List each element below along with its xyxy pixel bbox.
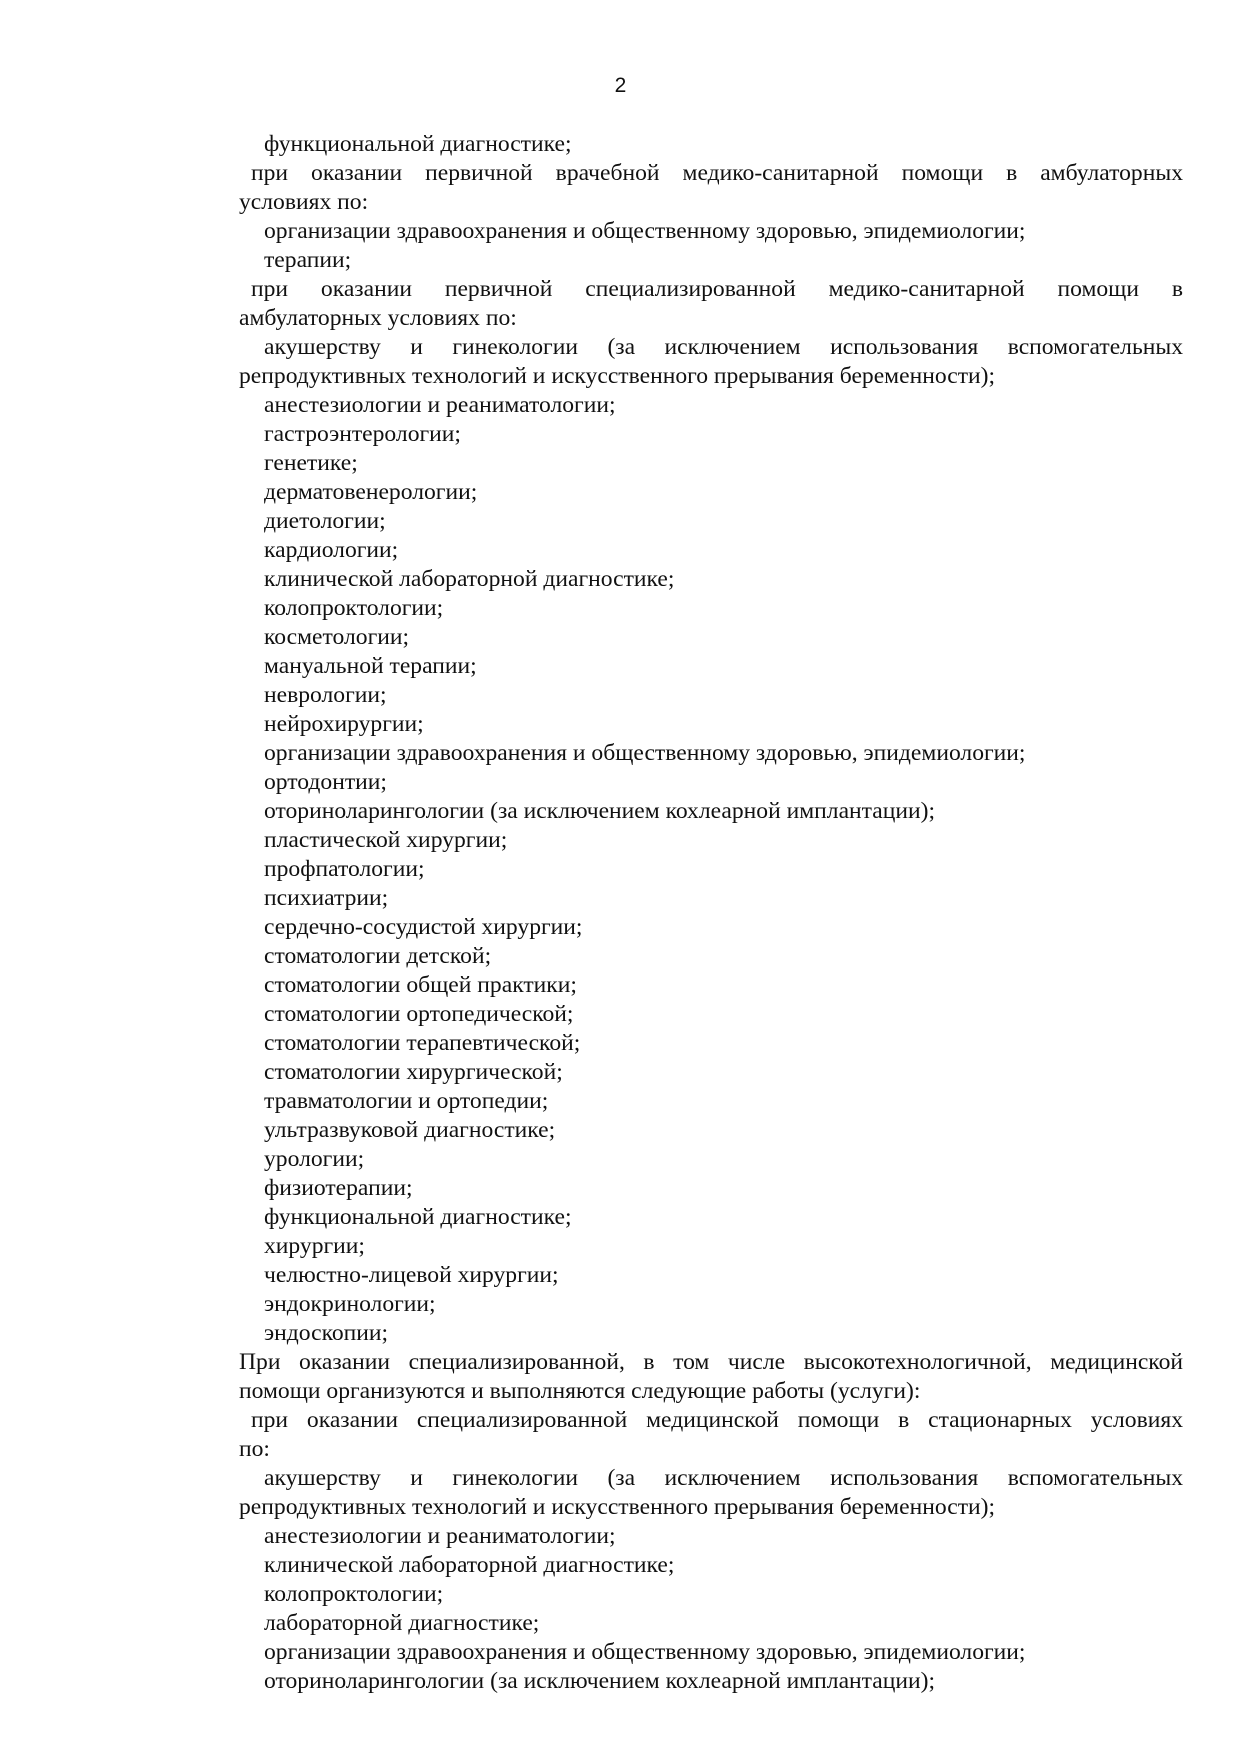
text-line: анестезиологии и реаниматологии; [264,1523,616,1549]
text-line: анестезиологии и реаниматологии; [264,392,616,418]
text-line: акушерству и гинекологии (за исключением использования вспомогательных [264,1465,1183,1491]
text-line: профпатологии; [264,856,425,882]
text-line: клинической лабораторной диагностике; [264,1552,675,1578]
text-line: репродуктивных технологий и искусственного прерывания беременности); [239,363,996,389]
text-line: колопроктологии; [264,595,444,621]
text-line: оториноларингологии (за исключением кохлеарной имплантации); [264,1668,936,1694]
text-line: неврологии; [264,682,387,708]
text-line: стоматологии ортопедической; [264,1001,574,1027]
text-line: стоматологии терапевтической; [264,1030,581,1056]
text-line: оториноларингологии (за исключением кохлеарной имплантации); [264,798,936,824]
text-line: эндоскопии; [264,1320,389,1346]
text-line: психиатрии; [264,885,389,911]
text-line: функциональной диагностике; [264,131,572,157]
text-line: при оказании специализированной медицинской помощи в стационарных условиях [251,1407,1183,1433]
text-line: организации здравоохранения и общественному здоровью, эпидемиологии; [264,1639,1026,1665]
text-line: эндокринологии; [264,1291,436,1317]
text-line: мануальной терапии; [264,653,477,679]
text-line: помощи организуются и выполняются следующие работы (услуги): [239,1378,921,1404]
text-line: организации здравоохранения и общественному здоровью, эпидемиологии; [264,218,1026,244]
text-line: ультразвуковой диагностике; [264,1117,556,1143]
text-line: урологии; [264,1146,365,1172]
text-line: стоматологии детской; [264,943,492,969]
text-line: при оказании первичной врачебной медико-санитарной помощи в амбулаторных [251,160,1183,186]
text-line: дерматовенерологии; [264,479,478,505]
text-line: диетологии; [264,508,386,534]
text-line: условиях по: [239,189,369,215]
text-line: лабораторной диагностике; [264,1610,540,1636]
text-line: челюстно-лицевой хирургии; [264,1262,559,1288]
text-line: физиотерапии; [264,1175,413,1201]
text-line: репродуктивных технологий и искусственного прерывания беременности); [239,1494,996,1520]
page-number: 2 [614,74,627,97]
text-line: генетике; [264,450,358,476]
body-text [239,130,1183,1696]
text-line: стоматологии хирургической; [264,1059,563,1085]
text-line: косметологии; [264,624,410,650]
text-line: кардиологии; [264,537,399,563]
text-line: При оказании специализированной, в том числе высокотехнологичной, медицинской [239,1349,1183,1375]
text-line: клинической лабораторной диагностике; [264,566,675,592]
text-line: организации здравоохранения и общественному здоровью, эпидемиологии; [264,740,1026,766]
text-line: акушерству и гинекологии (за исключением использования вспомогательных [264,334,1183,360]
text-line: колопроктологии; [264,1581,444,1607]
text-line: функциональной диагностике; [264,1204,572,1230]
text-line: терапии; [264,247,352,273]
text-line: травматологии и ортопедии; [264,1088,549,1114]
text-line: сердечно-сосудистой хирургии; [264,914,583,940]
text-line: по: [239,1436,270,1462]
text-line: гастроэнтерологии; [264,421,461,447]
text-line: стоматологии общей практики; [264,972,577,998]
text-line: амбулаторных условиях по: [239,305,517,331]
text-line: хирургии; [264,1233,365,1259]
text-line: пластической хирургии; [264,827,508,853]
text-line: нейрохирургии; [264,711,424,737]
text-line: ортодонтии; [264,769,387,795]
text-line: при оказании первичной специализированной медико-санитарной помощи в [251,276,1183,302]
